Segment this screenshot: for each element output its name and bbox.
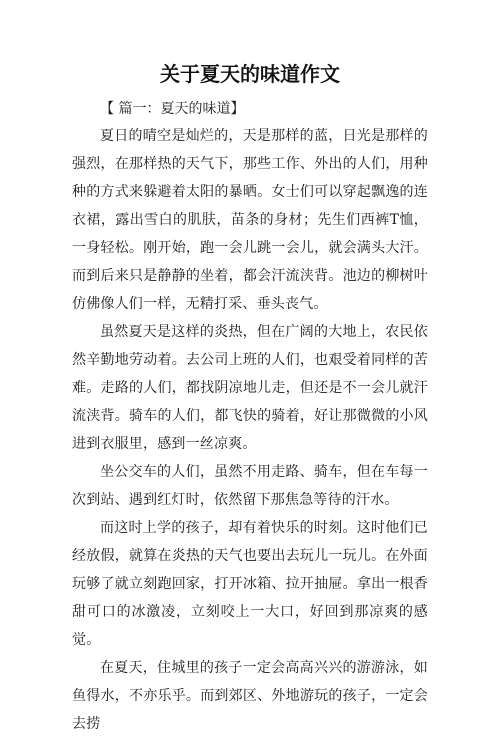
document-title: 关于夏天的味道作文	[160, 62, 340, 86]
paragraph-5: 在夏天，住城里的孩子一定会高高兴兴的游游泳，如鱼得水，不亦乐乎。而到郊区、外地游玩的孩子，一定会去捞	[72, 660, 428, 732]
paragraph-2: 虽然夏天是这样的炎热，但在广阔的大地上，农民依然辛勤地劳动着。去公司上班的人们，也艰受着同样的苦难。走路的人们，都找阴凉地儿走，但还是不一会儿就汗流浃背。骑车的人们，都飞快的骑着，好让那微微的小风进到衣服里，感到一丝凉爽。	[72, 324, 428, 452]
paragraph-4: 而这时上学的孩子，却有着快乐的时刻。这时他们已经放假，就算在炎热的天气也要出去玩儿一玩儿。在外面玩够了就立刻跑回家，打开冰箱、拉开抽屉。拿出一根香甜可口的冰激凌，立刻咬上一大口，好回到那凉爽的感觉。	[72, 520, 428, 648]
paragraph-3: 坐公交车的人们，虽然不用走路、骑车，但在车每一次到站、遇到红灯时，依然留下那焦急等待的汗水。	[72, 464, 428, 508]
paragraph-1: 夏日的晴空是灿烂的，天是那样的蓝，日光是那样的强烈，在那样热的天气下，那些工作、外出的人们，用种种的方式来躲避着太阳的暴晒。女士们可以穿起飘逸的连衣裙，露出雪白的肌肤，苗条的身材；先生们西裤T恤，一身轻松。刚开始，跑一会儿跳一会儿，就会满头大汗。而到后来只是静静的坐着，都会汗流浃背。池边的柳树叶仿佛像人们一样，无精打采、垂头丧气。	[72, 128, 428, 312]
section-heading: 【 篇一：夏天的味道】	[100, 101, 245, 117]
document-body	[72, 96, 428, 738]
